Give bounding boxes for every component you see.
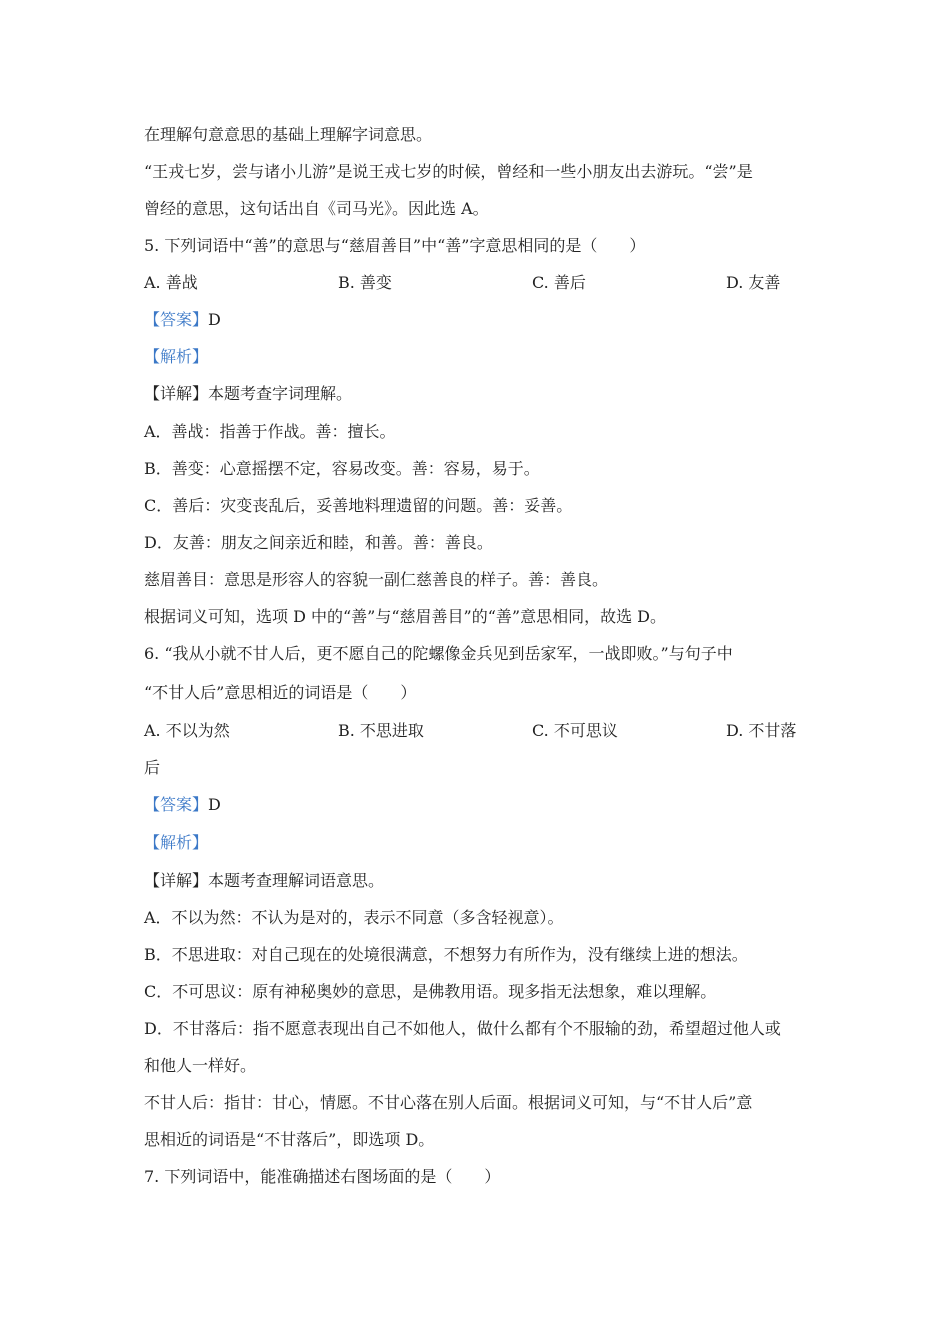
answer-value: D — [208, 795, 221, 814]
q6-option-b: B. 不思进取 — [338, 721, 424, 740]
q6-explain-c: C．不可思议：原有神秘奥妙的意思，是佛教用语。现多指无法想象，难以理解。 — [144, 982, 717, 1001]
q5-explain-idiom: 慈眉善目：意思是形容人的容貌一副仁慈善良的样子。善：善良。 — [144, 570, 609, 589]
detail-tag: 【详解】 — [144, 871, 209, 890]
q6-explain-d: D．不甘落后：指不愿意表现出自己不如他人，做什么都有个不服输的劲，希望超过他人或 — [144, 1019, 781, 1038]
q6-conclusion: 思相近的词语是“不甘落后”，即选项 D。 — [144, 1130, 435, 1149]
answer-tag: 【答案】 — [144, 795, 209, 814]
q5-option-c: C. 善后 — [532, 273, 586, 292]
q6-option-wrap: 后 — [144, 758, 161, 777]
q6-detail — [144, 870, 384, 892]
q6-explain-a: A．不以为然：不认为是对的，表示不同意（多含轻视意）。 — [144, 908, 564, 927]
intro-line-3: 曾经的意思，这句话出自《司马光》。因此选 A。 — [144, 199, 489, 218]
detail-tag: 【详解】 — [144, 384, 209, 403]
q5-option-a: A. 善战 — [144, 273, 198, 292]
q6-explain-b: B．不思进取：对自己现在的处境很满意，不想努力有所作为，没有继续上进的想法。 — [144, 945, 748, 964]
q5-option-b: B. 善变 — [338, 273, 392, 292]
q5-option-d: D. 友善 — [726, 273, 781, 292]
q5-question: 5. 下列词语中“善”的意思与“慈眉善目”中“善”字意思相同的是（ ） — [144, 236, 646, 255]
q6-option-a: A. 不以为然 — [144, 721, 230, 740]
detail-intro: 本题考查字词理解。 — [208, 384, 353, 403]
q5-explain-c: C．善后：灾变丧乱后，妥善地料理遗留的问题。善：妥善。 — [144, 496, 573, 515]
q6-analysis — [144, 832, 208, 854]
q6-answer — [144, 794, 221, 816]
intro-line-2: “王戎七岁，尝与诸小儿游”是说王戎七岁的时候，曾经和一些小朋友出去游玩。“尝”是 — [144, 162, 753, 181]
q6-option-c: C. 不可思议 — [532, 721, 618, 740]
q5-explain-a: A．善战：指善于作战。善：擅长。 — [144, 422, 396, 441]
q5-answer — [144, 309, 221, 331]
q5-analysis — [144, 346, 208, 368]
analysis-tag: 【解析】 — [144, 347, 209, 366]
q5-detail — [144, 383, 352, 405]
q6-explain-idiom: 不甘人后：指甘：甘心，情愿。不甘心落在别人后面。根据词义可知，与“不甘人后”意 — [144, 1093, 753, 1112]
answer-tag: 【答案】 — [144, 310, 209, 329]
q6-question-line-1: 6. “我从小就不甘人后，更不愿自己的陀螺像金兵见到岳家军，一战即败。”与句子中 — [144, 644, 733, 663]
q7-question: 7. 下列词语中，能准确描述右图场面的是（ ） — [144, 1167, 501, 1186]
q5-explain-b: B．善变：心意摇摆不定，容易改变。善：容易，易于。 — [144, 459, 540, 478]
answer-value: D — [208, 310, 221, 329]
q6-option-d: D. 不甘落 — [726, 721, 797, 740]
q6-explain-d-cont: 和他人一样好。 — [144, 1056, 257, 1075]
analysis-tag: 【解析】 — [144, 833, 209, 852]
detail-intro: 本题考查理解词语意思。 — [208, 871, 385, 890]
intro-line-1: 在理解句意意思的基础上理解字词意思。 — [144, 125, 433, 144]
q6-question-line-2: “不甘人后”意思相近的词语是（ ） — [144, 683, 417, 702]
q5-explain-d: D．友善：朋友之间亲近和睦，和善。善：善良。 — [144, 533, 493, 552]
q5-conclusion: 根据词义可知，选项 D 中的“善”与“慈眉善目”的“善”意思相同，故选 D。 — [144, 607, 666, 626]
